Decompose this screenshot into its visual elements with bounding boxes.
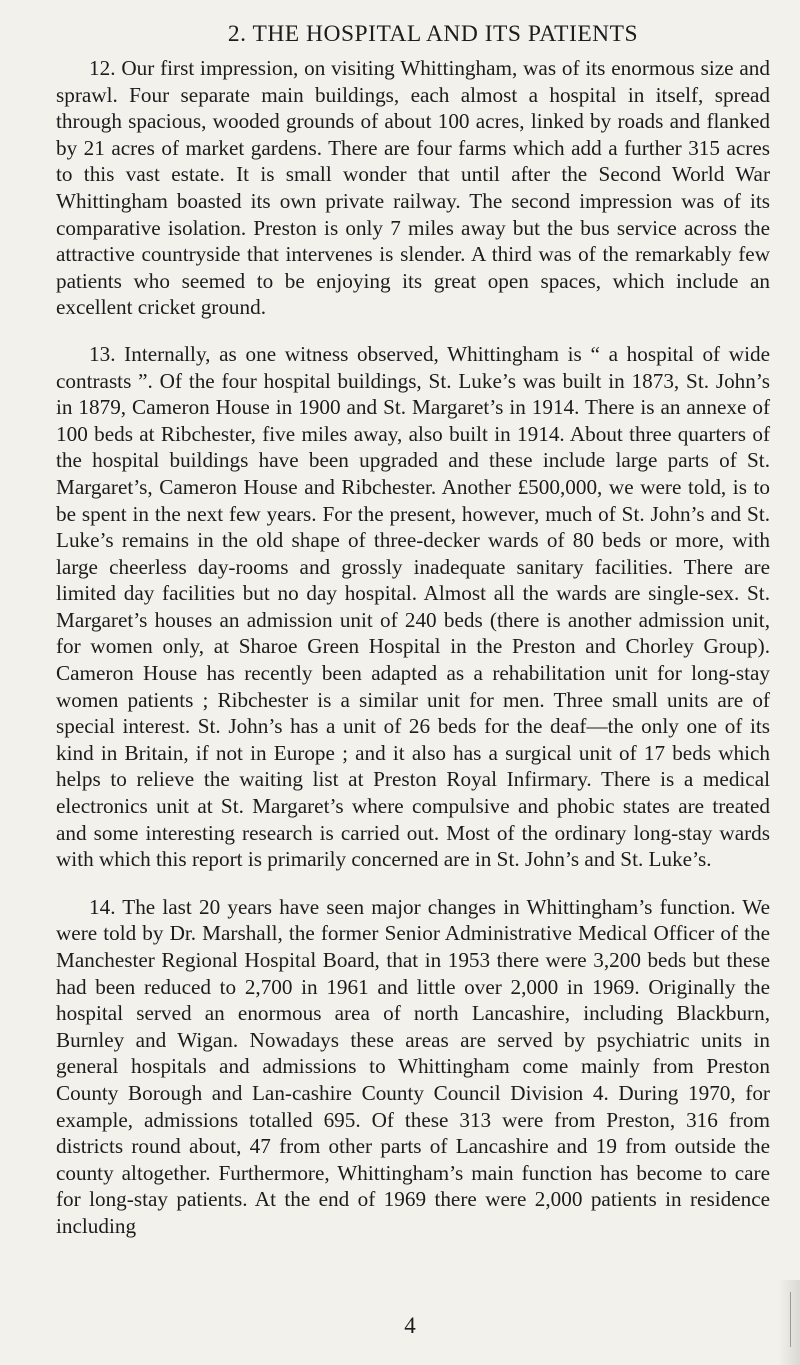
page-number: 4 [404, 1313, 416, 1338]
paragraph-12: 12. Our first impression, on visiting Whittingham, was of its enormous size and sprawl. Four separate main buildings, each almost a hospital in itself, spread through spacious, wooded grounds of about 100 acres, linked by roads and flanked by 21 acres of market gardens. There are four farms which add a further 315 acres to this vast estate. It is small wonder that until after the Second World War Whittingham boasted its own private railway. The second impression was of its comparative isolation. Preston is only 7 miles away but the bus service across the attractive countryside that intervenes is slender. A third was of the remarkably few patients who seemed to be enjoying its great open spaces, which include an excellent cricket ground. [56, 56, 770, 320]
paragraph-13: 13. Internally, as one witness observed, Whittingham is “ a hospital of wide contrasts ”. Of the four hospital buildings, St. Luke’s was built in 1873, St. John’s in 1879, Cameron House in 1900 and St. Margaret’s in 1914. There is an annexe of 100 beds at Ribchester, five miles away, also built in 1914. About three quarters of the hospital buildings have been upgraded and these include large parts of St. Margaret’s, Cameron House and Ribchester. Another £500,000, we were told, is to be spent in the next few years. For the present, however, much of St. John’s and St. Luke’s remains in the old shape of three-decker wards of 80 beds or more, with large cheerless day-rooms and grossly inadequate sanitary facilities. There are limited day facilities but no day hospital. Almost all the wards are single-sex. St. Margaret’s houses an admission unit of 240 beds (there is another admission unit, for women only, at Sharoe Green Hospital in the Preston and Chorley Group). Cameron House has recently been adapted as a rehabilitation unit for long-stay women patients ; Ribchester is a similar unit for men. Three small units are of special interest. St. John’s has a unit of 26 beds for the deaf—the only one of its kind in Britain, if not in Europe ; and it also has a surgical unit of 17 beds which helps to relieve the waiting list at Preston Royal Infirmary. There is a medical electronics unit at St. Margaret’s where compulsive and phobic states are treated and some interesting research is carried out. Most of the ordinary long-stay wards with which this report is primarily concerned are in St. John’s and St. Luke’s. [56, 341, 770, 872]
page-content [56, 0, 770, 1240]
page-edge-line [790, 1292, 791, 1347]
paragraph-14: 14. The last 20 years have seen major changes in Whittingham’s function. We were told by Dr. Marshall, the former Senior Administrative Medical Officer of the Manchester Regional Hospital Board, that in 1953 there were 3,200 beds but these had been reduced to 2,700 in 1961 and little over 2,000 in 1969. Originally the hospital served an enormous area of north Lancashire, including Blackburn, Burnley and Wigan. Nowadays these areas are served by psychiatric units in general hospitals and admissions to Whittingham come mainly from Preston County Borough and Lan-cashire County Council Division 4. During 1970, for example, admissions totalled 695. Of these 313 were from Preston, 316 from districts round about, 47 from other parts of Lancashire and 19 from outside the county altogether. Furthermore, Whittingham’s main function has become to care for long-stay patients. At the end of 1969 there were 2,000 patients in residence including [56, 894, 770, 1238]
section-heading: 2. THE HOSPITAL AND ITS PATIENTS [227, 21, 639, 47]
page-edge-shadow [778, 1280, 800, 1365]
